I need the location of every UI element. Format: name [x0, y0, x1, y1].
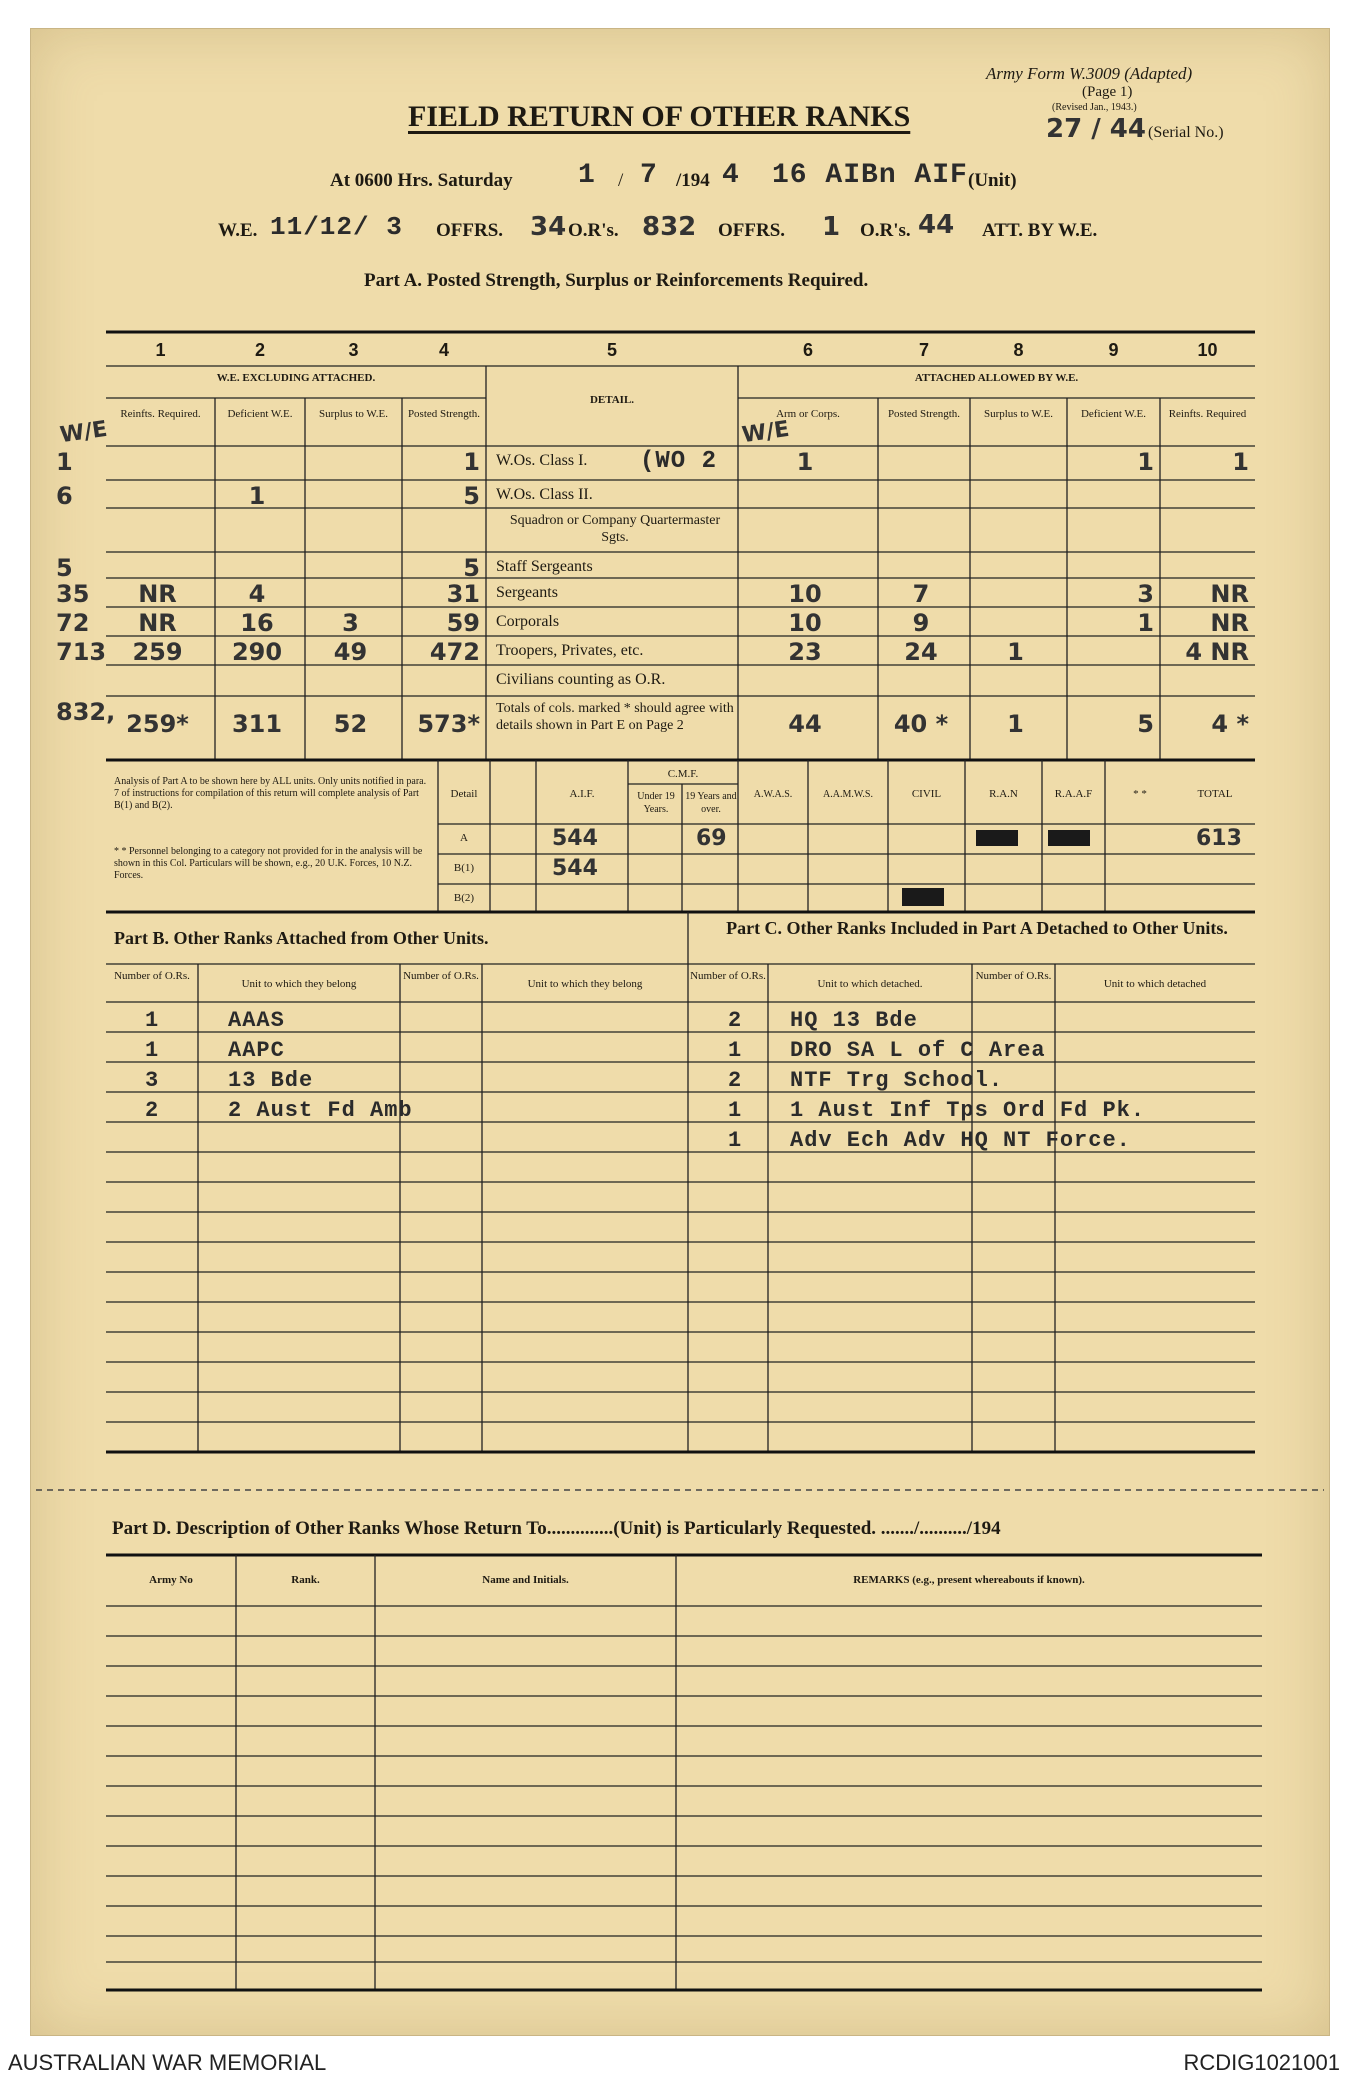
part-c-unit: Adv Ech Adv HQ NT Force.	[790, 1128, 1131, 1153]
column-number: 1	[155, 340, 166, 360]
part-b-col-num: Number of O.Rs.	[114, 970, 190, 982]
analysis-cmf: C.M.F.	[667, 768, 699, 780]
form-revised: (Revised Jan., 1943.)	[1052, 102, 1137, 113]
we-value: 6	[56, 482, 73, 510]
part-c-unit: NTF Trg School.	[790, 1068, 1004, 1093]
detail-label: Civilians counting as O.R.	[496, 671, 666, 688]
we-value: 11/12/ 3	[270, 212, 403, 242]
cell-c2: 290	[231, 638, 283, 666]
part-b-num: 1	[145, 1008, 160, 1033]
analysis-row-b2: B(2)	[453, 892, 475, 904]
cell-c2: 1	[248, 482, 266, 510]
cell-c9: 5	[1137, 710, 1154, 738]
we-mark-right: W/E	[740, 416, 791, 449]
analysis-row-b1: B(1)	[453, 862, 475, 874]
column-header: Reinfts. Required	[1168, 408, 1247, 420]
part-d-column-header: Army No	[149, 1574, 193, 1586]
part-d-title: Part D. Description of Other Ranks Whose Return To..............(Unit) is Particularly Requested. ......./........../194	[112, 1518, 1001, 1539]
date-month: 7	[640, 160, 658, 191]
part-d-column-header: Rank.	[291, 1574, 320, 1586]
analysis-raaf: R.A.A.F	[1054, 788, 1093, 800]
analysis-awas: A.W.A.S.	[753, 789, 793, 800]
analysis-civil: CIVIL	[911, 788, 942, 800]
cell-c4: 59	[446, 609, 480, 637]
detail-header: DETAIL.	[589, 394, 635, 406]
analysis-a-aif: 544	[552, 826, 598, 851]
column-number: 9	[1108, 340, 1119, 360]
analysis-stars: * *	[1133, 788, 1147, 800]
redaction-ran	[976, 830, 1018, 846]
cell-c10: NR	[1210, 580, 1249, 608]
part-c-col-unit: Unit to which detached.	[817, 978, 923, 990]
offrs2-label: OFFRS.	[718, 220, 786, 241]
we-value: 5	[56, 554, 73, 582]
part-b-num: 1	[145, 1038, 160, 1063]
part-c-num: 2	[728, 1008, 743, 1033]
column-number: 6	[802, 340, 813, 360]
part-c-num: 2	[728, 1068, 743, 1093]
column-header: Surplus to W.E.	[318, 408, 389, 420]
detail-label: Totals of cols. marked * should agree with details shown in Part E on Page 2	[496, 701, 734, 733]
cell-c7: 7	[912, 580, 930, 608]
we-value: 35	[56, 580, 90, 608]
part-c-unit: HQ 13 Bde	[790, 1008, 918, 1033]
detail-label: Squadron or Company Quartermaster Sgts.	[509, 513, 721, 545]
cell-c6: 23	[788, 638, 822, 666]
part-b-unit: 13 Bde	[228, 1068, 314, 1093]
form-name: Army Form W.3009 (Adapted)	[986, 64, 1193, 83]
part-c-num: 1	[728, 1098, 743, 1123]
cell-c3: 49	[333, 638, 368, 666]
column-number: 5	[606, 340, 617, 360]
cell-c6: 44	[788, 710, 822, 738]
part-c-title: Part C. Other Ranks Included in Part A Detached to Other Units.	[726, 918, 1228, 938]
form-page: (Page 1)	[1082, 84, 1133, 100]
date-day: 1	[578, 160, 596, 191]
ors-value: 832	[642, 212, 697, 242]
cell-c3: 3	[342, 609, 359, 637]
column-header: Reinfts. Required.	[120, 408, 201, 420]
offrs-label: OFFRS.	[436, 220, 504, 241]
we-value: 713	[56, 638, 107, 666]
analysis-under19: Under 19 Years.	[637, 791, 675, 815]
detail-label: Sergeants	[496, 584, 558, 601]
at-label: At 0600 Hrs. Saturday	[330, 170, 513, 191]
part-b-unit: AAPC	[228, 1038, 285, 1063]
ors-label: O.R's.	[568, 220, 619, 241]
we-label: W.E.	[218, 220, 258, 241]
footer-right: RCDIG1021001	[1183, 2050, 1340, 2075]
analysis-a-over19: 69	[696, 826, 727, 851]
part-a-title: Part A. Posted Strength, Surplus or Reinforcements Required.	[364, 270, 869, 291]
column-header: Deficient W.E.	[227, 408, 293, 420]
redaction-civil	[902, 888, 944, 906]
analysis-note-1: Analysis of Part A to be shown here by ALL units. Only units notified in para. 7 of instructions for compilation of this return will complete analysis of Part B(1) and B(2).	[114, 776, 427, 811]
we-mark-left: W/E	[58, 416, 109, 449]
column-number: 7	[918, 340, 929, 360]
analysis-detail: Detail	[450, 788, 478, 800]
cell-c4: 31	[446, 580, 480, 608]
unit-value: 16 AIBn AIF	[772, 160, 968, 191]
cell-c9: 3	[1137, 580, 1154, 608]
cell-c2: 311	[231, 710, 283, 738]
cell-c6: 1	[796, 448, 814, 476]
column-header: Deficient W.E.	[1080, 408, 1147, 420]
cell-c7: 40 *	[893, 710, 949, 738]
column-header: Posted Strength.	[407, 408, 481, 420]
detail-label: W.Os. Class II.	[496, 486, 593, 503]
analysis-a-total: 613	[1196, 826, 1242, 851]
cell-c9: 1	[1137, 448, 1154, 476]
cell-c8: 1	[1007, 638, 1024, 666]
column-number: 3	[348, 340, 359, 360]
cell-c10: 4 *	[1211, 710, 1249, 738]
part-b-col-unit-2: Unit to which they belong	[527, 978, 643, 990]
part-c-unit: 1 Aust Inf Tps Ord Fd Pk.	[790, 1098, 1146, 1123]
column-header: Posted Strength.	[887, 408, 961, 420]
detail-label: Corporals	[496, 613, 560, 630]
analysis-row-a: A	[460, 832, 468, 844]
part-b-col-unit: Unit to which they belong	[241, 978, 357, 990]
part-b-col-num-2: Number of O.Rs.	[403, 970, 479, 982]
analysis-aif: A.I.F.	[569, 788, 595, 800]
footer-left: AUSTRALIAN WAR MEMORIAL	[8, 2050, 327, 2075]
serial-value: 27 / 44	[1046, 114, 1146, 144]
cell-c4: 5	[463, 482, 480, 510]
column-number: 4	[438, 340, 449, 360]
group-right-header: ATTACHED ALLOWED BY W.E.	[914, 372, 1079, 384]
cell-c6: 10	[788, 580, 822, 608]
part-d-column-header: REMARKS (e.g., present whereabouts if known).	[853, 1574, 1085, 1586]
we-value: 832,	[56, 698, 116, 726]
part-c-num: 1	[728, 1128, 743, 1153]
cell-c1: 259	[132, 638, 183, 666]
cell-c1: NR	[138, 609, 177, 637]
date-year-prefix: /194	[676, 170, 710, 191]
offrs2-value: 1	[822, 212, 841, 242]
part-b-title: Part B. Other Ranks Attached from Other Units.	[114, 928, 489, 948]
cell-c4: 472	[429, 638, 480, 666]
part-c-col-num: Number of O.Rs.	[690, 970, 766, 982]
att-label: ATT. BY W.E.	[982, 220, 1098, 241]
part-b-unit: AAAS	[228, 1008, 285, 1033]
cell-c1: 259*	[126, 710, 189, 738]
part-b-num: 3	[145, 1068, 160, 1093]
cell-c4: 573*	[417, 710, 480, 738]
detail-label: Troopers, Privates, etc.	[496, 642, 644, 659]
detail-label: W.Os. Class I.	[496, 452, 588, 469]
part-d-column-header: Name and Initials.	[482, 1574, 569, 1586]
cell-c4: 5	[463, 554, 480, 582]
analysis-total: TOTAL	[1197, 788, 1233, 800]
column-number: 8	[1013, 340, 1024, 360]
part-c-unit: DRO SA L of C Area	[790, 1038, 1046, 1063]
cell-c1: NR	[138, 580, 177, 608]
cell-c10: 1	[1232, 448, 1249, 476]
detail-label: Staff Sergeants	[496, 558, 593, 575]
date-year-suffix: 4	[722, 160, 740, 191]
analysis-note-2: * * Personnel belonging to a category not provided for in the analysis will be shown in this Col. Particulars will be shown, e.g., 20 U.K. Forces, 10 N.Z. Forces.	[114, 846, 423, 881]
part-b-num: 2	[145, 1098, 160, 1123]
cell-c10: NR	[1210, 609, 1249, 637]
analysis-b1-aif: 544	[552, 856, 598, 881]
cell-c7: 9	[912, 609, 930, 637]
offrs-value: 34	[530, 212, 567, 242]
cell-c9: 1	[1137, 609, 1154, 637]
ors2-value: 44	[918, 210, 955, 240]
column-header: Arm or Corps.	[776, 408, 840, 420]
cell-c2: 16	[240, 609, 274, 637]
cell-c8: 1	[1007, 710, 1024, 738]
page-title: FIELD RETURN OF OTHER RANKS	[408, 100, 911, 133]
part-c-col-unit-2: Unit to which detached	[1103, 978, 1207, 990]
cell-c10: 4 NR	[1185, 638, 1249, 666]
part-b-unit: 2 Aust Fd Amb	[228, 1098, 413, 1123]
detail-note: (WO 2	[640, 448, 718, 475]
column-number: 10	[1197, 340, 1218, 360]
part-c-col-num-2: Number of O.Rs.	[975, 970, 1052, 982]
group-left-header: W.E. EXCLUDING ATTACHED.	[216, 372, 376, 384]
unit-label: (Unit)	[968, 170, 1017, 191]
column-header: Surplus to W.E.	[983, 408, 1054, 420]
we-value: 72	[56, 609, 90, 637]
we-value: 1	[56, 448, 73, 476]
serial-label: (Serial No.)	[1148, 124, 1224, 141]
cell-c4: 1	[463, 448, 480, 476]
ors2-label: O.R's.	[860, 220, 911, 241]
redaction-raaf	[1048, 830, 1090, 846]
cell-c7: 24	[904, 638, 938, 666]
analysis-ran: R.A.N	[989, 788, 1018, 800]
analysis-aamws: A.A.M.W.S.	[823, 789, 873, 800]
analysis-over19: 19 Years and over.	[685, 791, 737, 815]
part-c-num: 1	[728, 1038, 743, 1063]
cell-c2: 4	[248, 580, 266, 608]
cell-c6: 10	[788, 609, 822, 637]
column-number: 2	[254, 340, 265, 360]
cell-c3: 52	[333, 710, 368, 738]
